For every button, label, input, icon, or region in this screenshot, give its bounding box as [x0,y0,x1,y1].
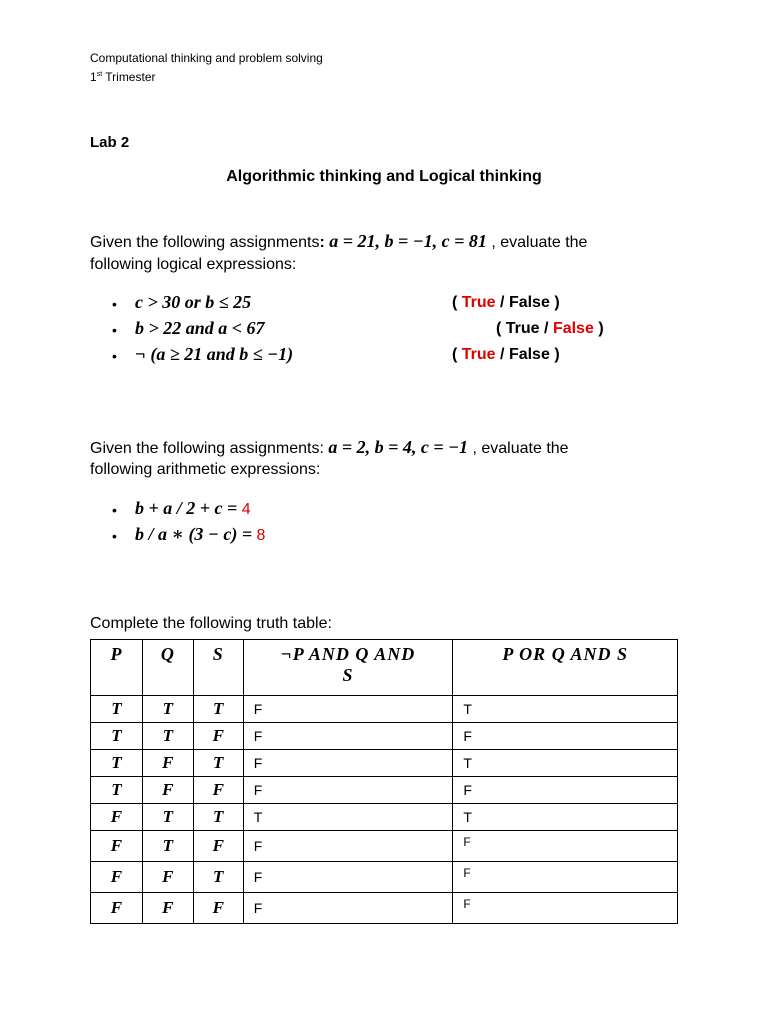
cell-p: F [91,862,143,893]
logical-answer-2: ( True / False ) [496,320,604,337]
table-row [91,750,678,777]
arithmetic-expr-1: b + a / 2 + c = 4 [135,498,251,518]
table-row [91,696,678,723]
bullet-icon: • [112,528,117,544]
cell-s: F [193,777,243,804]
cell-answer-1: F [243,831,453,862]
cell-q: F [142,750,193,777]
logical-answer-1: ( True / False ) [452,294,560,311]
bullet-icon: • [112,348,117,364]
course-title: Computational thinking and problem solving [90,51,323,65]
cell-answer-2: T [453,696,678,723]
cell-s: T [193,750,243,777]
header-s: S [193,640,243,696]
bullet-icon: • [112,322,117,338]
table-row [91,777,678,804]
cell-q: F [142,893,193,924]
cell-q: F [142,862,193,893]
cell-answer-1: F [243,862,453,893]
cell-q: T [142,723,193,750]
arithmetic-intro: Given the following assignments: a = 2, b = 4, c = −1 , evaluate the [90,437,569,457]
cell-answer-2: F [453,862,678,893]
cell-answer-1: T [243,804,453,831]
cell-q: T [142,804,193,831]
cell-answer-1: F [243,777,453,804]
cell-answer-1: F [243,750,453,777]
cell-p: T [91,750,143,777]
table-row [91,893,678,924]
cell-s: F [193,893,243,924]
table-row [91,831,678,862]
cell-s: F [193,723,243,750]
arithmetic-intro-line2: following arithmetic expressions: [90,461,321,478]
truth-table [90,639,678,924]
logical-expr-3: ¬ (a ≥ 21 and b ≤ −1) [135,344,294,364]
cell-answer-2: T [453,750,678,777]
truth-table-caption: Complete the following truth table: [90,615,332,632]
page-subtitle: Algorithmic thinking and Logical thinking [226,168,542,185]
cell-p: T [91,777,143,804]
logical-answer-3: ( True / False ) [452,346,560,363]
header-q: Q [142,640,193,696]
cell-q: T [142,831,193,862]
table-row [91,804,678,831]
bullet-icon: • [112,502,117,518]
cell-answer-2: F [453,777,678,804]
cell-answer-1: F [243,893,453,924]
cell-answer-2: T [453,804,678,831]
cell-q: F [142,777,193,804]
lab-title: Lab 2 [90,134,130,151]
cell-p: F [91,893,143,924]
cell-s: T [193,862,243,893]
cell-answer-2: F [453,723,678,750]
cell-answer-2: F [453,831,678,862]
logical-expr-1: c > 30 or b ≤ 25 [135,292,252,312]
arithmetic-expr-2: b / a ∗ (3 − c) = 8 [135,524,266,544]
cell-answer-2: F [453,893,678,924]
table-header-row [91,640,678,696]
cell-answer-1: F [243,723,453,750]
cell-p: T [91,696,143,723]
cell-p: T [91,723,143,750]
cell-p: F [91,804,143,831]
header-p: P [91,640,143,696]
cell-answer-1: F [243,696,453,723]
table-row [91,862,678,893]
logical-expr-2: b > 22 and a < 67 [135,318,265,338]
cell-s: T [193,696,243,723]
trimester-label: 1st Trimester [90,70,156,84]
logical-intro-line2: following logical expressions: [90,256,297,273]
logical-intro: Given the following assignments: a = 21, b = −1, c = 81 , evaluate the [90,231,588,251]
bullet-icon: • [112,296,117,312]
cell-s: T [193,804,243,831]
cell-p: F [91,831,143,862]
table-row [91,723,678,750]
header-not-p-and-q-and-s: ¬P AND Q AND S [243,640,453,696]
header-p-or-q-and-s: P OR Q AND S [453,640,678,696]
cell-q: T [142,696,193,723]
cell-s: F [193,831,243,862]
